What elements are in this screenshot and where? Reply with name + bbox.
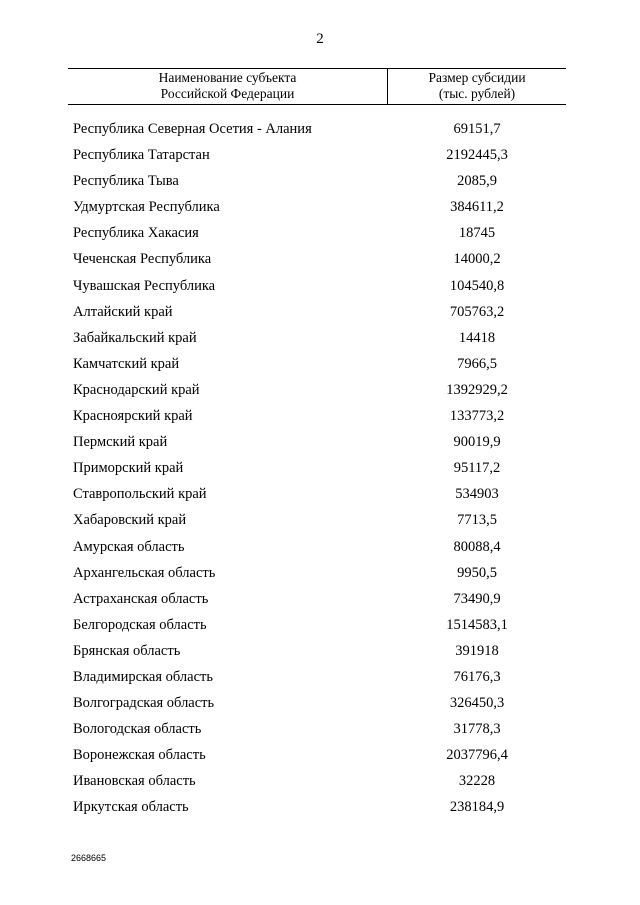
subsidy-amount: 238184,9 bbox=[449, 799, 505, 816]
region-name: Республика Северная Осетия - Алания bbox=[73, 121, 312, 137]
subsidy-amount: 73490,9 bbox=[453, 590, 501, 607]
table-header-top-rule bbox=[68, 68, 566, 69]
region-name: Вологодская область bbox=[73, 721, 202, 738]
table-row bbox=[0, 301, 640, 327]
table-row bbox=[0, 118, 640, 144]
subsidy-amount: 1392929,2 bbox=[446, 381, 508, 398]
region-name: Астраханская область bbox=[73, 590, 209, 607]
column-header-amount-line2: (тыс. рублей) bbox=[438, 86, 516, 101]
column-header-amount-line1: Размер субсидии bbox=[428, 70, 526, 85]
subsidy-amount: 1514583,1 bbox=[446, 616, 508, 633]
subsidy-amount: 18745 bbox=[458, 225, 496, 242]
region-name: Республика Тыва bbox=[73, 173, 179, 190]
table-row bbox=[0, 353, 640, 379]
subsidy-amount: 104540,8 bbox=[449, 277, 505, 294]
subsidy-amount: 2037796,4 bbox=[446, 747, 508, 764]
region-name: Владимирская область bbox=[73, 668, 213, 685]
subsidy-amount: 69151,7 bbox=[453, 121, 501, 137]
region-name: Забайкальский край bbox=[73, 329, 197, 346]
region-name: Воронежская область bbox=[73, 747, 206, 764]
table-row bbox=[0, 562, 640, 588]
subsidy-amount: 76176,3 bbox=[453, 668, 501, 685]
subsidy-amount: 7713,5 bbox=[457, 512, 497, 529]
table-row bbox=[0, 483, 640, 509]
region-name: Чеченская Республика bbox=[73, 251, 212, 268]
subsidy-amount: 133773,2 bbox=[449, 408, 505, 425]
subsidy-amount: 7966,5 bbox=[457, 355, 497, 372]
table-row bbox=[0, 379, 640, 405]
column-header-region-line2: Российской Федерации bbox=[160, 86, 295, 101]
region-name: Удмуртская Республика bbox=[73, 199, 220, 216]
region-name: Амурская область bbox=[73, 538, 185, 555]
subsidy-amount: 32228 bbox=[458, 773, 496, 790]
region-name: Ставропольский край bbox=[73, 486, 207, 503]
table-row bbox=[0, 614, 640, 640]
region-name: Пермский край bbox=[73, 434, 168, 451]
page-number: 2 bbox=[316, 31, 324, 47]
region-name: Чувашская Республика bbox=[73, 277, 216, 294]
region-name: Белгородская область bbox=[73, 616, 207, 633]
region-name: Иркутская область bbox=[73, 799, 189, 816]
table-row bbox=[0, 405, 640, 431]
table-row bbox=[0, 275, 640, 301]
region-name: Ивановская область bbox=[73, 773, 196, 790]
table-row bbox=[0, 457, 640, 483]
region-name: Архангельская область bbox=[73, 564, 216, 581]
subsidy-amount: 9950,5 bbox=[457, 564, 497, 581]
region-name: Хабаровский край bbox=[73, 512, 187, 529]
subsidy-amount: 2085,9 bbox=[457, 173, 497, 190]
table-row bbox=[0, 144, 640, 170]
table-row bbox=[0, 536, 640, 562]
table-row bbox=[0, 327, 640, 353]
region-name: Камчатский край bbox=[73, 355, 180, 372]
subsidy-amount: 14000,2 bbox=[453, 251, 501, 268]
table-row bbox=[0, 744, 640, 770]
column-header-region bbox=[68, 70, 387, 102]
subsidy-amount: 705763,2 bbox=[449, 303, 505, 320]
table-row bbox=[0, 692, 640, 718]
column-header-region-line1: Наименование субъекта bbox=[158, 70, 297, 85]
subsidy-amount: 384611,2 bbox=[450, 199, 504, 216]
subsidy-table-body bbox=[0, 118, 640, 823]
column-header-amount bbox=[388, 70, 566, 102]
region-name: Республика Хакасия bbox=[73, 225, 199, 242]
table-row bbox=[0, 248, 640, 274]
table-row bbox=[0, 588, 640, 614]
table-row bbox=[0, 222, 640, 248]
region-name: Приморский край bbox=[73, 460, 184, 477]
table-row bbox=[0, 509, 640, 535]
subsidy-amount: 90019,9 bbox=[453, 434, 501, 451]
table-header-bottom-rule bbox=[68, 104, 566, 105]
table-row bbox=[0, 770, 640, 796]
table-row bbox=[0, 196, 640, 222]
subsidy-amount: 2192445,3 bbox=[446, 147, 508, 164]
subsidy-amount: 326450,3 bbox=[449, 695, 505, 712]
region-name: Красноярский край bbox=[73, 408, 193, 425]
subsidy-amount: 14418 bbox=[458, 329, 496, 346]
subsidy-amount: 31778,3 bbox=[453, 721, 501, 738]
subsidy-amount: 95117,2 bbox=[453, 460, 501, 477]
table-row bbox=[0, 796, 640, 822]
region-name: Краснодарский край bbox=[73, 381, 200, 398]
table-row bbox=[0, 666, 640, 692]
subsidy-amount: 80088,4 bbox=[453, 538, 501, 555]
table-row bbox=[0, 431, 640, 457]
subsidy-amount: 534903 bbox=[455, 486, 499, 503]
subsidy-amount: 391918 bbox=[455, 642, 499, 659]
table-row bbox=[0, 170, 640, 196]
region-name: Республика Татарстан bbox=[73, 147, 210, 164]
table-row bbox=[0, 718, 640, 744]
region-name: Брянская область bbox=[73, 642, 181, 659]
document-code: 2668665 bbox=[71, 853, 107, 863]
table-row bbox=[0, 640, 640, 666]
region-name: Алтайский край bbox=[73, 303, 173, 320]
region-name: Волгоградская область bbox=[73, 695, 215, 712]
